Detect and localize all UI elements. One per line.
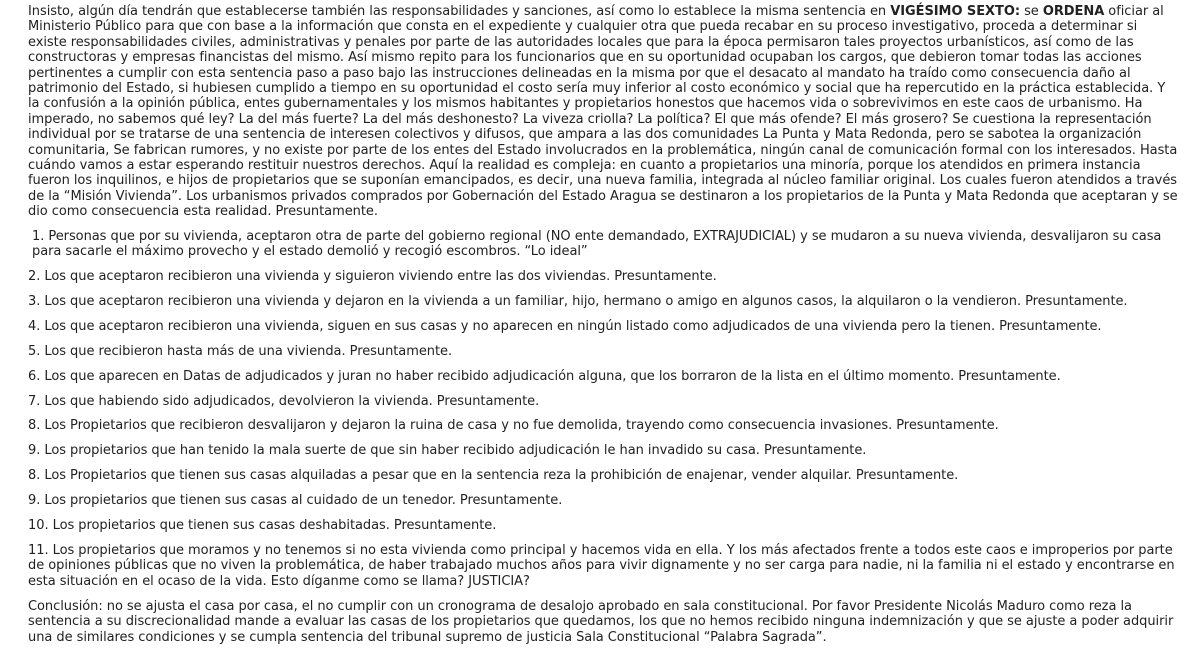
list-item: 9. Los propietarios que han tenido la mala suerte de que sin haber recibido adjudicación le han invadido su casa. Presuntamente. xyxy=(28,443,867,459)
intro-bold-ordena: ORDENA xyxy=(1042,4,1105,19)
intro-paragraph xyxy=(28,4,1178,220)
intro-text-part2: se xyxy=(1020,4,1043,19)
conclusion-paragraph: Conclusión: no se ajusta el casa por casa, el no cumplir con un cronograma de desalojo aprobado en sala constitucional. Por favor Presidente Nicolás Maduro como reza la sentencia a su discrecionalidad mande a evaluar las casas de los propietarios que quedamos, los que no hemos recibido ninguna indemnización y que se ajuste a poder adquirir una de similares condiciones y se cumpla sentencia del tribunal supremo de justicia Sala Constitucional “Palabra Sagrada”. xyxy=(28,598,1174,645)
list-item: 4. Los que aceptaron recibieron una vivienda, siguen en sus casas y no aparecen en ningún listado como adjudicados de una vivienda pero la tienen. Presuntamente. xyxy=(28,318,1102,334)
list-item: 3. Los que aceptaron recibieron una vivienda y dejaron en la vivienda a un familiar, hijo, hermano o amigo en algunos casos, la alquilaron o la vendieron. Presuntamente. xyxy=(28,293,1128,309)
list-item: 6. Los que aparecen en Datas de adjudicados y juran no haber recibido adjudicación alguna, que los borraron de la lista en el último momento. Presuntamente. xyxy=(28,368,1061,384)
list-item: 8. Los Propietarios que recibieron desvalijaron y dejaron la ruina de casa y no fue demolida, trayendo como consecuencia invasiones. Presuntamente. xyxy=(28,418,999,434)
list-item: 7. Los que habiendo sido adjudicados, devolvieron la vivienda. Presuntamente. xyxy=(28,393,540,409)
list-item: 10. Los propietarios que tienen sus casas deshabitadas. Presuntamente. xyxy=(28,518,497,534)
list-item: 1. Personas que por su vivienda, aceptaron otra de parte del gobierno regional (NO ente demandado, EXTRAJUDICIAL) y se mudaron a su nueva vivienda, desvalijaron su casa para sacarle el máximo provecho y el estado demolió y recogió escombros. “Lo ideal” xyxy=(32,228,1162,260)
intro-bold-vigesimo-sexto: VIGÉSIMO SEXTO: xyxy=(890,4,1020,19)
intro-text-part3: oficiar al Ministerio Público para que con base a la información que consta en el expediente y cualquier otra que pueda recabar en su proceso investigativo, proceda a determinar si existe responsabilidades civiles, administrativas y penales por parte de las autoridades locales que para la época permisaron tales proyectos urbanísticos, así como de las constructoras y empresas financistas del mismo. Así mismo repito para los funcionarios que en su oportunidad ocupaban los cargos, que debieron tomar todas las acciones pertinentes a cumplir con esta sentencia paso a paso bajo las instrucciones delineadas en la misma por que el desacato al mandato ha traído como consecuencia daño al patrimonio del Estado, si hubiesen cumplido a tiempo en su oportunidad el costo sería muy inferior al costo económico y social que ha repercutido en la práctica establecida. Y la confusión a la opinión pública, entes gubernamentales y los mismos habitantes y propietarios honestos que hacemos vida o sobrevivimos en este caos de urbanismo. Ha imperado, no sabemos qué ley? La del más fuerte? La del más deshonesto? La viveza criolla? La política? El que más ofende? El más grosero? Se cuestiona la representación individual por se tratarse de una sentencia de interesen colectivos y difusos, que ampara a las dos comunidades La Punta y Mata Redonda, pero se sabotea la organización comunitaria, Se fabrican rumores, y no existe por parte de los entes del Estado involucrados en la problemática, ningún canal de comunicación formal con los interesados. Hasta cuándo vamos a estar esperando restituir nuestros derechos. Aquí la realidad es compleja: en cuanto a propietarios una minoría, porque los atendidos en primera instancia fueron los inquilinos, e hijos de propietarios que se suponían emancipados, es decir, una nueva familia, integrada al núcleo familiar original. Los cuales fueron atendidos a través de la “Misión Vivienda”. Los urbanismos privados comprados por Gobernación del Estado Aragua se destinaron a los propietarios de la Punta y Mata Redonda que aceptaran y se dio como consecuencia esta realidad. Presuntamente. xyxy=(28,4,1178,220)
list-item: 8. Los Propietarios que tienen sus casas alquiladas a pesar que en la sentencia reza la prohibición de enajenar, vender alquilar. Presuntamente. xyxy=(28,468,959,484)
list-item: 11. Los propietarios que moramos y no tenemos si no esta vivienda como principal y hacemos vida en ella. Y los más afectados frente a todos este caos e improperios por parte de opiniones públicas que no viven la problemática, de haber trabajado muchos años para vivir dignamente y no ser carga para nadie, ni la familia ni el estado y encontrarse en esta situación en el ocaso de la vida. Esto díganme como se llama? JUSTICIA? xyxy=(28,542,1175,589)
list-item: 9. Los propietarios que tienen sus casas al cuidado de un tenedor. Presuntamente. xyxy=(28,493,563,509)
intro-text-part1: Insisto, algún día tendrán que establecerse también las responsabilidades y sanciones, así como lo establece la misma sentencia en xyxy=(28,4,891,19)
list-item: 2. Los que aceptaron recibieron una vivienda y siguieron viviendo entre las dos viviendas. Presuntamente. xyxy=(28,269,717,284)
list-item: 5. Los que recibieron hasta más de una vivienda. Presuntamente. xyxy=(28,343,453,359)
